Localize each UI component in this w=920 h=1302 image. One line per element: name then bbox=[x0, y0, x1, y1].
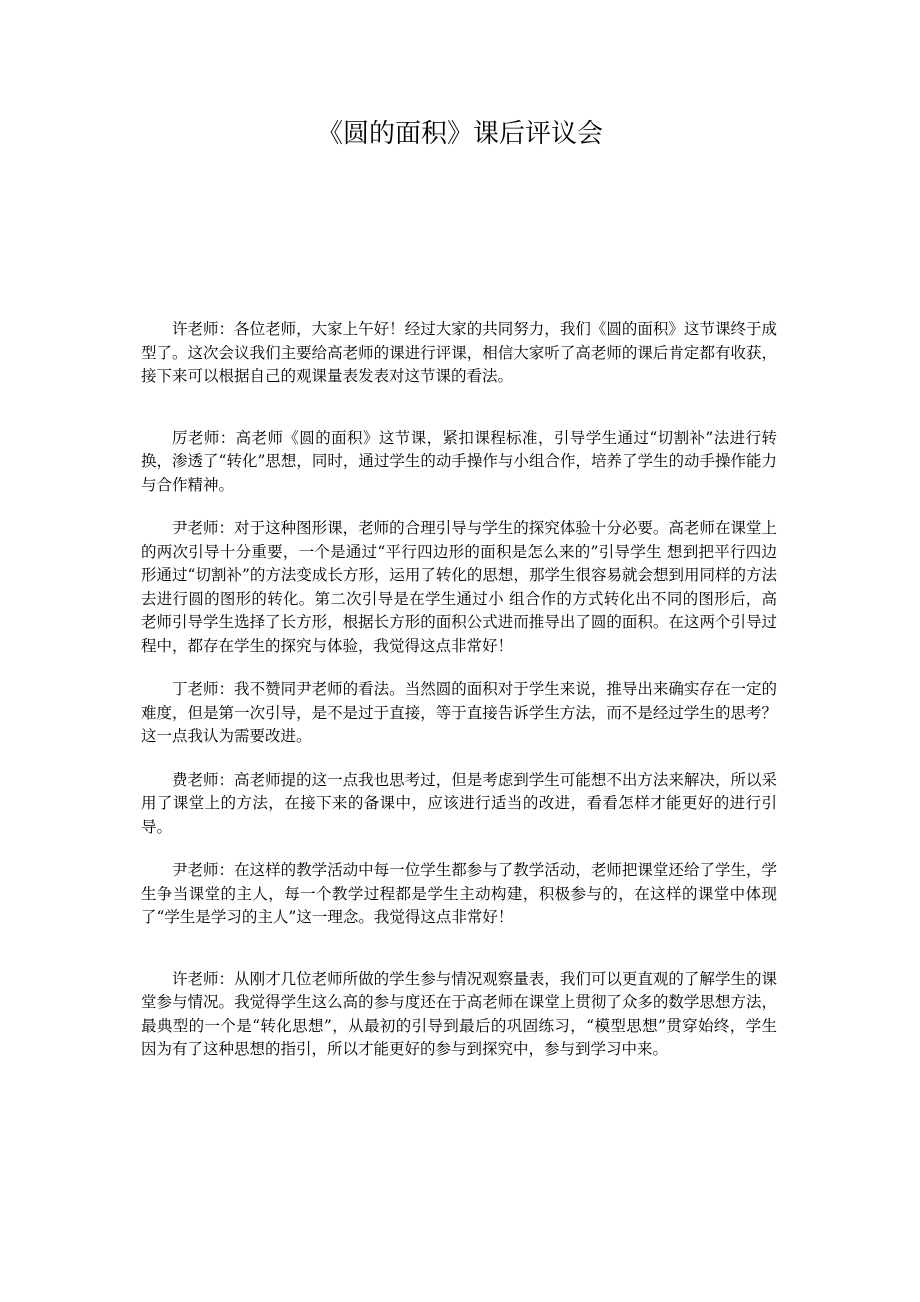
paragraph-fei: 费老师：高老师提的这一点我也思考过，但是考虑到学生可能想不出方法来解决，所以采用了课堂上的方法，在接下来的备课中，应该进行适当的改进，看看怎样才能更好的进行引导。 bbox=[141, 770, 777, 836]
paragraph-xu-opening: 许老师：各位老师，大家上午好！经过大家的共同努力，我们《圆的面积》这节课终于成型了。这次会议我们主要给高老师的课进行评课，相信大家听了高老师的课后肯定都有收获，接下来可以根据自己的观课量表发表对这节课的看法。 bbox=[141, 320, 777, 385]
paragraph-yin-first: 尹老师：对于这种图形课，老师的合理引导与学生的探究体验十分必要。高老师在课堂上的两次引导十分重要，一个是通过“平行四边形的面积是怎么来的”引导学生 想到把平行四边形通过“切割补”的方法变成长方形，运用了转化的思想，那学生很容易就会想到用同样的方法去进行圆的图形的转化。第二次引导是在学生通过小 组合作的方式转化出不同的图形后，高老师引导学生选择了长方形，根据长方形的面积公式进而推导出了圆的面积。在这两个引导过程中，都存在学生的探究与体验，我觉得这点非常好！ bbox=[141, 519, 777, 655]
document-body bbox=[141, 318, 777, 1062]
paragraph-yin-second: 尹老师：在这样的教学活动中每一位学生都参与了教学活动，老师把课堂还给了学生，学生争当课堂的主人，每一个教学过程都是学生主动构建，积极参与的，在这样的课堂中体现了“学生是学习的主人”这一理念。我觉得这点非常好！ bbox=[141, 861, 777, 926]
paragraph-ding: 丁老师：我不赞同尹老师的看法。当然圆的面积对于学生来说，推导出来确实存在一定的难度，但是第一次引导，是不是过于直接，等于直接告诉学生方法，而不是经过学生的思考？这一点我认为需要改进。 bbox=[141, 680, 777, 745]
paragraph-xu-closing: 许老师：从刚才几位老师所做的学生参与情况观察量表，我们可以更直观的了解学生的课堂参与情况。我觉得学生这么高的参与度还在于高老师在课堂上贯彻了众多的数学思想方法，最典型的一个是“转化思想”，从最初的引导到最后的巩固练习，“模型思想”贯穿始终，学生因为有了这种思想的指引，所以才能更好的参与到探究中，参与到学习中来。 bbox=[141, 969, 777, 1058]
paragraph-li: 厉老师：高老师《圆的面积》这节课，紧扣课程标准，引导学生通过“切割补”法进行转换，渗透了“转化”思想，同时，通过学生的动手操作与小组合作，培养了学生的动手操作能力与合作精神。 bbox=[141, 428, 777, 494]
page-title: 《圆的面积》课后评议会 bbox=[316, 119, 603, 149]
